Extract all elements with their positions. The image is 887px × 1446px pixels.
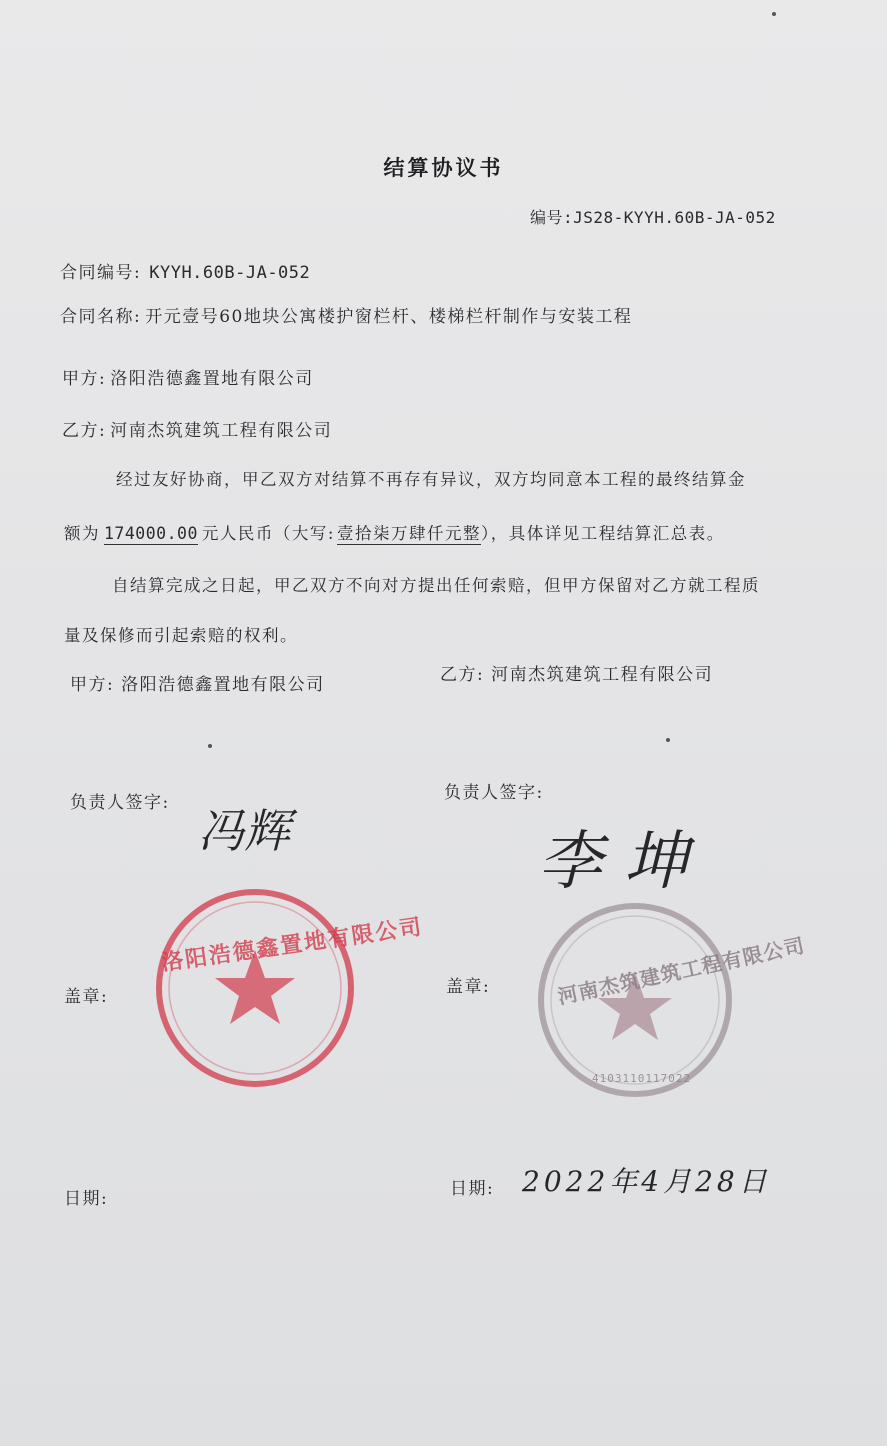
sign-party-a: 甲方: 洛阳浩德鑫置地有限公司 [70,675,325,695]
body-paragraph-1-line-2 [64,520,725,544]
contract-number-value: KYYH.60B-JA-052 [149,263,311,283]
party-a-row [62,364,314,389]
document-number: 编号:JS28-KYYH.60B-JA-052 [530,208,776,227]
settlement-amount: 174000.00 [104,524,198,543]
contract-name-row [60,302,632,327]
seal-party-a [145,888,365,1088]
party-a-value: 洛阳浩德鑫置地有限公司 [110,369,314,389]
contract-name-label: 合同名称: [60,307,142,327]
date-label-a: 日期: [64,1189,109,1209]
party-b-value: 河南杰筑建筑工程有限公司 [110,421,333,441]
seal-label-b: 盖章: [446,977,491,997]
speck [666,738,670,742]
amount-prefix: 额为 [64,524,100,543]
contract-name-value: 开元壹号60地块公寓楼护窗栏杆、楼梯栏杆制作与安装工程 [145,307,633,327]
party-a-label: 甲方: [62,369,107,389]
date-label-b: 日期: [450,1179,495,1199]
seal-label-a: 盖章: [64,987,109,1007]
seal-party-b-text: 河南杰筑建筑工程有限公司 [555,933,808,1009]
signer-label-b: 负责人签字: [444,783,544,803]
signer-label-a: 负责人签字: [70,793,170,813]
amount-middle: 元人民币（大写: [201,524,335,543]
body-paragraph-1-line-1: 经过友好协商，甲乙双方对结算不再存有异议，双方均同意本工程的最终结算金 [116,470,746,489]
amount-in-words: 壹拾柒万肆仟元整 [336,524,481,543]
contract-number-label: 合同编号: [60,263,142,283]
seal-party-b-code: 4103110117022 [592,1072,692,1085]
body-paragraph-2-line-2: 量及保修而引起索赔的权利。 [64,626,298,645]
sign-party-b: 乙方: 河南杰筑建筑工程有限公司 [440,665,714,685]
speck [208,744,212,748]
document-title: 结算协议书 [383,155,504,180]
signature-party-a: 冯辉 [198,804,290,858]
contract-number-row [60,258,310,283]
seal-party-a-text: 洛阳浩德鑫置地有限公司 [159,913,425,977]
party-b-row [62,416,332,441]
date-value-b: 2022年4月28日 [522,1165,771,1198]
amount-suffix: ），具体详见工程结算汇总表。 [480,524,725,543]
body-paragraph-2-line-1: 自结算完成之日起，甲乙双方不向对方提出任何索赔，但甲方保留对乙方就工程质 [112,576,760,595]
party-b-label: 乙方: [62,421,107,441]
speck [772,12,776,16]
signature-party-b: 李坤 [538,825,710,899]
